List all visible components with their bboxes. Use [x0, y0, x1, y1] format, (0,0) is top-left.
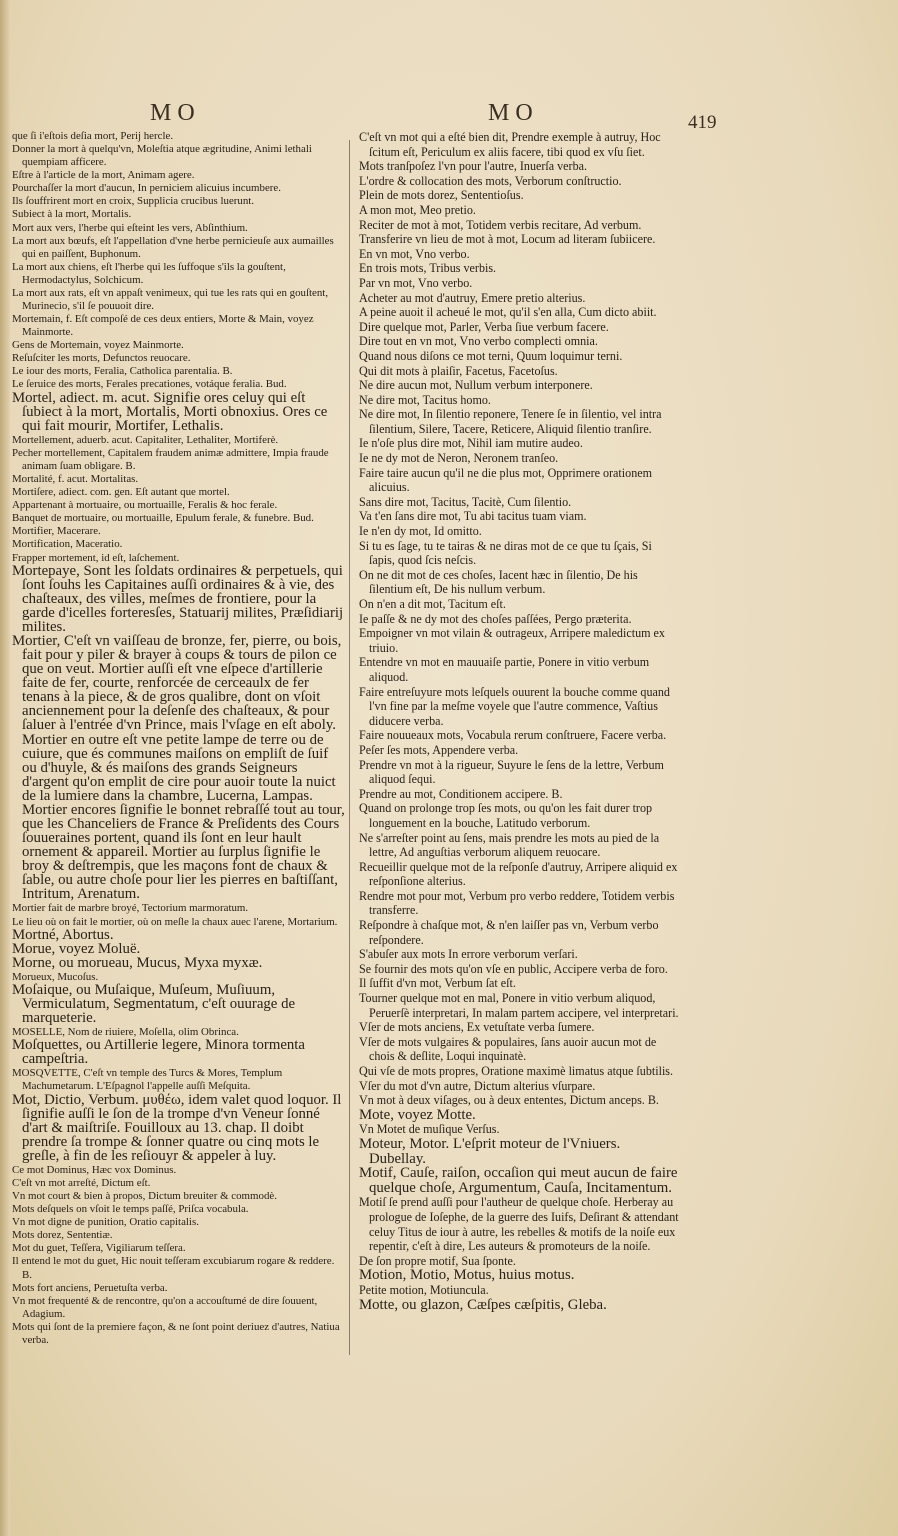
entry-text: Mortepaye, Sont les ſoldats ordinaires & perpetuels, qui ſont ſouhs les Capitaines auſſi ordinaires & à vie, des chaſteaux, des villes, meſmes de frontiere, pour la garde d'icelles forteresſes, Statuarij milites, Præſidiarij milites. — [12, 562, 344, 635]
dictionary-entry — [359, 568, 679, 597]
entry-text: Prendre au mot, Conditionem accipere. B. — [359, 786, 563, 801]
dictionary-entry — [359, 349, 679, 364]
entry-text: A peine auoit il acheué le mot, qu'il s'en alla, Cum dicto abiit. — [359, 305, 657, 320]
dictionary-entry — [359, 130, 679, 159]
dictionary-entry — [12, 1321, 345, 1347]
entry-text: S'abuſer aux mots In errore verborum verſari. — [359, 947, 578, 962]
dictionary-entry — [359, 787, 679, 802]
entry-text: Moſaique, ou Muſaique, Muſeum, Muſiuum, Vermiculatum, Segmentatum, c'eſt ouurage de marqueterie. — [12, 981, 296, 1027]
entry-text: Mortifier, Macerare. — [12, 525, 101, 538]
entry-text: En trois mots, Tribus verbis. — [359, 261, 497, 276]
dictionary-entry — [359, 1268, 679, 1283]
dictionary-entry — [359, 685, 679, 729]
dictionary-entry — [12, 1164, 345, 1177]
dictionary-entry — [12, 208, 345, 221]
entry-text: En vn mot, Vno verbo. — [359, 246, 470, 261]
entry-text: Mortalité, f. acut. Mortalitas. — [12, 473, 139, 486]
dictionary-entry — [12, 313, 345, 339]
dictionary-entry — [12, 434, 345, 447]
dictionary-entry — [359, 801, 679, 830]
entry-text: La mort aux chiens, eſt l'herbe qui les ſuffoque s'ils la gouſtent, Hermodactylus, Solchicum. — [12, 260, 286, 286]
dictionary-entry — [12, 525, 345, 538]
entry-text: Mots tranſpoſez l'vn pour l'autre, Inuerſa verba. — [359, 159, 588, 174]
entry-text: Acheter au mot d'autruy, Emere pretio alterius. — [359, 290, 586, 305]
entry-text: Mots qui ſont de la premiere façon, & ne ſont point deriuez d'autres, Natiua verba. — [12, 1320, 340, 1346]
dictionary-entry — [12, 352, 345, 365]
entry-text: Pecher mortellement, Capitalem fraudem animæ admittere, Impia fraude animam ſuam obligare. B. — [12, 446, 329, 472]
dictionary-entry — [359, 159, 679, 174]
entry-text: Prendre vn mot à la rigueur, Suyure le ſens de la lettre, Verbum aliquod ſequi. — [359, 757, 664, 787]
dictionary-entry — [359, 232, 679, 247]
dictionary-entry — [359, 597, 679, 612]
dictionary-entry — [12, 981, 345, 1027]
dictionary-entry — [359, 466, 679, 495]
entry-text: Vſer de mots anciens, Ex vetuſtate verba ſumere. — [359, 1020, 595, 1035]
entry-text: Reſuſciter les morts, Defunctos reuocare. — [12, 352, 191, 365]
entry-text: Tourner quelque mot en mal, Ponere in vitio verbum aliquod, Peruerſè interpretari, In malam partem accipere, vel interpretari. — [359, 991, 679, 1020]
dictionary-entry — [359, 276, 679, 291]
dictionary-entry — [359, 743, 679, 758]
entry-text: Faire nouueaux mots, Vocabula rerum conſtruere, Facere verba. — [359, 728, 667, 743]
entry-text: On ne dit mot de ces choſes, Iacent hæc in ſilentio, De his ſilentium eſt, De his nullum verbum. — [359, 567, 638, 597]
entry-text: Petite motion, Motiuncula. — [359, 1282, 489, 1297]
entry-text: C'eſt vn mot qui a eſté bien dit, Prendre exemple à autruy, Hoc ſcitum eſt, Periculum ex aliis facere, tibi quod ex vſu ſiet. — [359, 130, 661, 159]
dictionary-entry — [359, 378, 679, 393]
dictionary-entry — [12, 130, 345, 143]
entry-text: Il entend le mot du guet, Hic nouit teſſeram excubiarum rogare & reddere. B. — [12, 1255, 335, 1281]
entry-text: Frapper mortement, id eſt, laſchement. — [12, 551, 180, 564]
entry-text: Ce mot Dominus, Hæc vox Dominus. — [12, 1163, 177, 1176]
dictionary-entry — [359, 626, 679, 655]
dictionary-entry — [359, 1035, 679, 1064]
left-running-head: MO — [150, 100, 201, 126]
dictionary-entry — [359, 305, 679, 320]
entry-text: que ſi i'eſtois deſia mort, Perij hercle. — [12, 130, 174, 142]
entry-text: Subiect à la mort, Mortalis. — [12, 208, 132, 221]
entry-text: Mots deſquels on vſoit le temps paſſé, Priſca vocabula. — [12, 1203, 249, 1216]
dictionary-entry — [12, 473, 345, 486]
entry-text: Ie n'en dy mot, Id omitto. — [359, 524, 482, 539]
entry-text: Moteur, Motor. L'eſprit moteur de l'Vniuers. Dubellay. — [359, 1135, 621, 1167]
dictionary-entry — [359, 261, 679, 276]
dictionary-entry — [12, 1295, 345, 1321]
entry-text: Transferire vn lieu de mot à mot, Locum ad literam ſubiicere. — [359, 232, 656, 247]
dictionary-entry — [359, 364, 679, 379]
dictionary-entry — [12, 486, 345, 499]
entry-text: Reciter de mot à mot, Totidem verbis recitare, Ad verbum. — [359, 217, 642, 232]
entry-text: Ie n'oſe plus dire mot, Nihil iam mutire audeo. — [359, 436, 583, 451]
dictionary-entry — [359, 247, 679, 262]
dictionary-entry — [359, 524, 679, 539]
dictionary-entry — [359, 203, 679, 218]
entry-text: Peſer ſes mots, Appendere verba. — [359, 742, 519, 757]
entry-text: Dire quelque mot, Parler, Verba ſiue verbum facere. — [359, 319, 609, 334]
entry-text: MOSELLE, Nom de riuiere, Moſella, olim Obrinca. — [12, 1026, 239, 1039]
entry-text: Entendre vn mot en mauuaiſe partie, Ponere in vitio verbum aliquod. — [359, 655, 650, 684]
entry-text: Qui vſe de mots propres, Oratione maximè limatus atque ſubtilis. — [359, 1064, 674, 1078]
dictionary-entry — [359, 728, 679, 743]
dictionary-entry — [359, 991, 679, 1020]
entry-text: Faire taire aucun qu'il ne die plus mot, Opprimere orationem alicuius. — [359, 465, 653, 495]
dictionary-entry — [359, 1122, 679, 1137]
dictionary-entry — [359, 436, 679, 451]
entry-text: Sans dire mot, Tacitus, Tacitè, Cum ſilentio. — [359, 494, 572, 509]
entry-text: Ie ne dy mot de Neron, Neronem tranſeo. — [359, 451, 559, 466]
entry-text: L'ordre & collocation des mots, Verborum conſtructio. — [359, 173, 622, 188]
dictionary-entry — [12, 902, 345, 915]
dictionary-entry — [12, 1229, 345, 1242]
entry-text: Mortier fait de marbre broyé, Tectorium marmoratum. — [12, 902, 249, 915]
dictionary-entry — [359, 334, 679, 349]
entry-text: Rendre mot pour mot, Verbum pro verbo reddere, Totidem verbis transferre. — [359, 888, 675, 918]
dictionary-entry — [359, 612, 679, 627]
entry-text: Reſpondre à chaſque mot, & n'en laiſſer pas vn, Verbum verbo reſpondere. — [359, 918, 659, 947]
entry-text: Vſer du mot d'vn autre, Dictum alterius vſurpare. — [359, 1078, 596, 1093]
entry-text: Motte, ou glazon, Cæſpes cæſpitis, Gleba. — [359, 1296, 607, 1313]
page-number: 419 — [688, 112, 717, 133]
dictionary-entry — [359, 1298, 679, 1313]
dictionary-entry — [359, 1064, 679, 1079]
entry-text: Qui dit mots à plaiſir, Facetus, Facetoſus. — [359, 363, 558, 378]
column-rule — [349, 140, 350, 1355]
dictionary-entry — [12, 1190, 345, 1203]
entry-text: Faire entreſuyure mots leſquels ouurent la bouche comme quand l'vn fine par la meſme voyele que l'autre commence, Vaſtius diducere verba. — [359, 684, 670, 728]
dictionary-entry — [359, 320, 679, 335]
entry-text: Vn mot digne de punition, Oratio capitalis. — [12, 1216, 199, 1229]
dictionary-entry — [359, 1195, 679, 1253]
entry-text: Vn mot à deux viſages, ou à deux ententes, Dictum anceps. B. — [359, 1093, 659, 1108]
entry-text: Le iour des morts, Feralia, Catholica parentalia. B. — [12, 365, 233, 378]
entry-text: Vn Motet de muſique Verſus. — [359, 1122, 500, 1137]
dictionary-entry — [12, 499, 345, 512]
left-column — [12, 130, 345, 1347]
right-running-head: MO — [488, 100, 539, 126]
dictionary-entry — [359, 1254, 679, 1269]
dictionary-entry — [359, 1079, 679, 1094]
dictionary-entry — [12, 222, 345, 235]
entry-text: Mot, Dictio, Verbum. μυθέω, idem valet quod loquor. Il ſignifie auſſi le ſon de la trompe d'vn Veneur ſonné d'art & maiſtriſe. Fouilloux au 13. chap. Il doibt prendre ſa trompe & ſonner quatre ou cinq mots le greſle, à fin de les reſiouyr & appeler à luy. — [12, 1091, 342, 1164]
dictionary-entry — [12, 954, 345, 971]
entry-text: Mots fort anciens, Peruetuſta verba. — [12, 1281, 168, 1294]
dictionary-entry — [359, 188, 679, 203]
dictionary-entry — [12, 339, 345, 352]
entry-text: Si tu es ſage, tu te tairas & ne diras mot de ce que tu ſçais, Si ſapis, quod ſcis neſcis. — [359, 538, 652, 568]
entry-text: Dire tout en vn mot, Vno verbo complecti omnia. — [359, 334, 598, 349]
entry-text: Motion, Motio, Motus, huius motus. — [359, 1267, 575, 1284]
dictionary-entry — [12, 365, 345, 378]
entry-text: Ie paſſe & ne dy mot des choſes paſſées, Pergo præterita. — [359, 611, 632, 626]
entry-text: Morueux, Mucoſus. — [12, 970, 99, 983]
entry-text: Le lieu où on fait le mortier, où on meſle la chaux auec l'arene, Mortarium. — [12, 915, 338, 928]
dictionary-entry — [12, 1282, 345, 1295]
entry-text: C'eſt vn mot arreſté, Dictum eſt. — [12, 1177, 151, 1190]
dictionary-entry — [359, 918, 679, 947]
dictionary-entry — [359, 393, 679, 408]
entry-text: Mortné, Abortus. — [12, 926, 114, 943]
entry-text: Par vn mot, Vno verbo. — [359, 275, 473, 290]
entry-text: Gens de Mortemain, voyez Mainmorte. — [12, 339, 184, 352]
dictionary-entry — [359, 976, 679, 991]
entry-text: Vſer de mots vulgaires & populaires, ſans auoir aucun mot de chois & deſlite, Loqui inquinatè. — [359, 1034, 657, 1064]
entry-text: Banquet de mortuaire, ou mortuaille, Epulum ferale, & funebre. Bud. — [12, 512, 314, 525]
dictionary-entry — [359, 860, 679, 889]
dictionary-entry — [359, 1020, 679, 1035]
entry-text: Morne, ou morueau, Mucus, Myxa myxæ. — [12, 954, 263, 971]
dictionary-entry — [12, 1039, 345, 1067]
dictionary-entry — [359, 947, 679, 962]
entry-text: Mote, voyez Motte. — [359, 1106, 476, 1123]
entry-text: Donner la mort à quelqu'vn, Moleſtia atque ægritudine, Animi lethali quempiam afficere. — [12, 143, 312, 169]
dictionary-entry — [359, 539, 679, 568]
dictionary-entry — [359, 174, 679, 189]
dictionary-entry — [359, 1108, 679, 1123]
dictionary-entry — [359, 1093, 679, 1108]
entry-text: Le ſeruice des morts, Ferales precationes, votáque feralia. Bud. — [12, 378, 287, 391]
entry-text: Ne dire aucun mot, Nullum verbum interponere. — [359, 378, 593, 393]
dictionary-entry — [12, 261, 345, 287]
dictionary-entry — [359, 495, 679, 510]
entry-text: On n'en a dit mot, Tacitum eſt. — [359, 597, 506, 611]
entry-text: Pourchaſſer la mort d'aucun, In perniciem alicuius incumbere. — [12, 182, 281, 195]
dictionary-entry — [12, 169, 345, 182]
entry-text: Appartenant à mortuaire, ou mortuaille, Feralis & hoc ferale. — [12, 499, 278, 512]
dictionary-entry — [12, 1177, 345, 1190]
entry-text: Mortier, C'eſt vn vaiſſeau de bronze, fer, pierre, ou bois, fait pour y piler & brayer à coups & tours de pilon ce que on veut. Mortier auſſi eſt vne eſpece d'artillerie faite de fer, courte, renforcée de cerceaulx de fer tenans à la piece, & de gros qualibre, dont on vſoit anciennement pour la deſenſe des chaſteaux, & pour ſaluer à l'entrée d'vn Prince, mais l'vſage en eſt aboly. Mortier en outre eſt vne petite lampe de terre ou de cuiure, que és communes maiſons on empliſt de ſuif ou d'huyle, & és maiſons des grands Seigneurs d'argent qu'on emplit de cire pour auoir toute la nuict de la lumiere dans la chambre, Lucerna, Lampas. Mortier encores ſignifie le bonnet rebraſſé tout au tour, que les Chanceliers de France & Preſidents des Cours ſouueraines portent, quand ils ſont en leur hault ornement & appareil. Mortier au ſurplus ſignifie le broy & deſtrempis, que les maçons font de chaux & ſable, ou autre choſe pour lier les pierres en baſtiſſant, Intritum, Arenatum. — [12, 632, 345, 903]
dictionary-entry — [12, 1242, 345, 1255]
dictionary-entry — [359, 451, 679, 466]
entry-text: Empoigner vn mot vilain & outrageux, Arripere maledictum ex triuio. — [359, 626, 665, 655]
dictionary-entry — [12, 538, 345, 551]
dictionary-entry — [12, 1067, 345, 1093]
dictionary-entry — [359, 889, 679, 918]
dictionary-entry — [12, 1216, 345, 1229]
entry-text: Morue, voyez Moluë. — [12, 940, 141, 957]
entry-text: Ne dire mot, Tacitus homo. — [359, 392, 491, 407]
entry-text: A mon mot, Meo pretio. — [359, 202, 476, 217]
entry-text: Mot du guet, Teſſera, Vigiliarum teſſera. — [12, 1242, 186, 1255]
entry-text: Plein de mots dorez, Sententioſus. — [359, 188, 524, 203]
entry-text: Motif, Cauſe, raiſon, occaſion qui meut aucun de faire quelque choſe, Argumentum, Cauſa, Incitamentum. — [359, 1165, 678, 1196]
dictionary-entry — [12, 389, 345, 434]
entry-text: Mortiſere, adiect. com. gen. Eſt autant que mortel. — [12, 486, 230, 499]
entry-text: Mortification, Maceratio. — [12, 538, 123, 551]
dictionary-entry — [12, 287, 345, 313]
entry-text: Motiſ ſe prend auſſi pour l'autheur de quelque choſe. Herberay au prologue de Ioſephe, de la guerre des Iuifs, Deſirant & attendant celuy Titus de iour à autre, les rebelles & motifs de la noiſe eux repentir, c'eſt à dire, Les auteurs & promoteurs de la noiſe. — [359, 1195, 679, 1254]
dictionary-entry — [12, 1255, 345, 1281]
entry-text: Mortemain, f. Eſt compoſé de ces deux entiers, Morte & Main, voyez Mainmorte. — [12, 313, 314, 339]
entry-text: Mortellement, aduerb. acut. Capitaliter, Lethaliter, Mortiferè. — [12, 433, 279, 446]
dictionary-entry — [12, 1091, 345, 1164]
entry-text: Quand nous diſons ce mot terni, Quum loquimur terni. — [359, 348, 623, 363]
dictionary-entry — [359, 218, 679, 233]
entry-text: Mort aux vers, l'herbe qui eſteint les vers, Abſinthium. — [12, 221, 248, 234]
dictionary-entry — [359, 758, 679, 787]
dictionary-entry — [12, 182, 345, 195]
entry-text: MOSQVETTE, C'eſt vn temple des Turcs & Mores, Templum Machumetarum. L'Eſpagnol l'appelle auſſi Meſquita. — [12, 1067, 283, 1093]
entry-text: La mort aux rats, eſt vn appaſt venimeux, qui tue les rats qui en gouſtent, Murinecio, s'il ſe pouuoit dire. — [12, 286, 329, 313]
dictionary-entry — [12, 512, 345, 525]
dictionary-entry — [359, 962, 679, 977]
binding-gutter — [0, 0, 10, 1536]
dictionary-entry — [359, 407, 679, 436]
entry-text: Mortel, adiect. m. acut. Signifie ores celuy qui eſt ſubiect à la mort, Mortalis, Morti obnoxius. Ores ce qui fait mourir, Mortifer, Lethalis. — [12, 389, 328, 434]
entry-text: Ne s'arreſter point au ſens, mais prendre les mots au pied de la lettre, Ad anguſtias verborum aliquem reuocare. — [359, 830, 660, 860]
dictionary-entry — [12, 195, 345, 208]
dictionary-entry — [12, 235, 345, 261]
dictionary-entry — [12, 447, 345, 473]
entry-text: Ne dire mot, In ſilentio reponere, Tenere ſe in ſilentio, vel intra ſilentium, Silere, Tacere, Reticere, Aliquid ſilentio tranſire. — [359, 407, 662, 436]
entry-text: Il ſuffit d'vn mot, Verbum ſat eſt. — [359, 976, 516, 991]
entry-text: Se fournir des mots qu'on vſe en public, Accipere verba de foro. — [359, 961, 668, 976]
dictionary-entry — [359, 509, 679, 524]
dictionary-entry — [359, 831, 679, 860]
entry-text: Moſquettes, ou Artillerie legere, Minora tormenta campeſtria. — [12, 1037, 305, 1068]
entry-text: Vn mot frequenté & de rencontre, qu'on a accouſtumé de dire ſouuent, Adagium. — [12, 1294, 318, 1320]
dictionary-entry — [359, 1137, 679, 1166]
entry-text: Recueillir quelque mot de la reſponſe d'autruy, Arripere aliquid ex reſponſione alterius. — [359, 859, 678, 889]
entry-text: Vn mot court & bien à propos, Dictum breuiter & commodè. — [12, 1190, 277, 1203]
entry-text: Va t'en ſans dire mot, Tu abi tacitus tuam viam. — [359, 509, 587, 524]
entry-text: La mort aux bœufs, eſt l'appellation d'vne herbe pernicieuſe aux aumailles qui en paiſſent, Buphonum. — [12, 234, 334, 260]
dictionary-entry — [12, 632, 345, 903]
dictionary-entry — [359, 291, 679, 306]
dictionary-entry — [359, 1283, 679, 1298]
right-column — [359, 130, 679, 1312]
entry-text: Mots dorez, Sententiæ. — [12, 1229, 113, 1242]
entry-text: Quand on prolonge trop ſes mots, ou qu'on les fait durer trop longuement en la bouche, Latitudo verborum. — [359, 801, 653, 830]
dictionary-entry — [359, 1166, 679, 1195]
entry-text: Ils ſouffrirent mort en croix, Supplicia crucibus luerunt. — [12, 195, 255, 208]
dictionary-entry — [12, 143, 345, 169]
entry-text: De ſon propre motif, Sua ſponte. — [359, 1253, 516, 1268]
dictionary-entry — [12, 1203, 345, 1216]
dictionary-entry — [12, 562, 345, 635]
dictionary-entry — [359, 655, 679, 684]
entry-text: Eſtre à l'article de la mort, Animam agere. — [12, 169, 195, 182]
